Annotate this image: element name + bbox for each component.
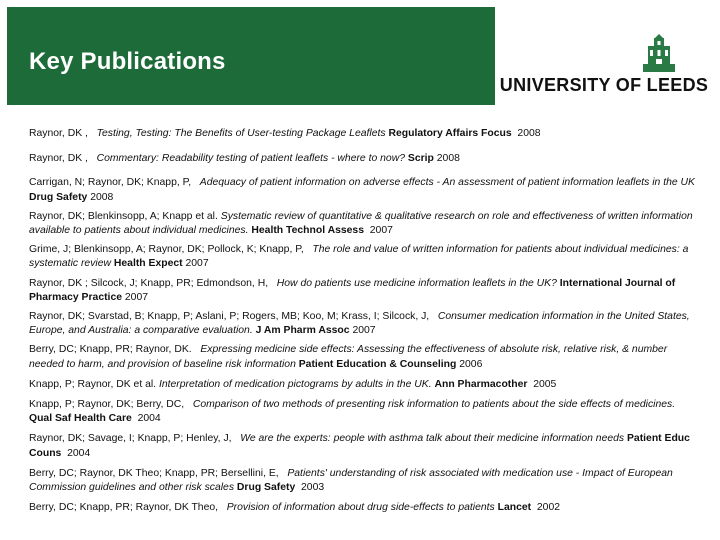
ref-journal: Patient Education & Counseling [298, 358, 457, 370]
university-logo [495, 7, 713, 105]
ref-year: 2002 [536, 502, 561, 514]
ref-title: Patients' understanding of risk associated with medication use - Impact of European Commission guidelines and other risk scales [29, 467, 673, 494]
ref-title: Expressing medicine side effects: Assessing the effectiveness of absolute risk, relative risk, & number needed to harm, and provision of baseline risk information [29, 344, 668, 370]
publication-item [29, 127, 701, 141]
ref-year: 2007 [352, 325, 376, 337]
logo-text: UNIVERSITY OF LEEDS [499, 75, 709, 95]
ref-authors: Berry, DC; Raynor, DK Theo; Knapp, PR; Bersellini, E, [29, 467, 279, 479]
publication-item [29, 176, 701, 204]
ref-journal: Health Technol Assess [251, 225, 364, 237]
ref-year: 2007 [185, 258, 209, 270]
ref-authors: Raynor, DK , [29, 128, 88, 139]
ref-year: 2008 [90, 191, 114, 203]
ref-title: Provision of information about drug side-effects to patients [226, 502, 495, 514]
ref-title: Commentary: Readability testing of patient leaflets - where to now? [96, 153, 405, 165]
publication-list [29, 127, 701, 515]
ref-journal: Health Expect [113, 258, 183, 270]
ref-title: Interpretation of medication pictograms by adults in the UK. [158, 378, 432, 390]
publication-item [29, 310, 701, 338]
ref-authors: Berry, DC; Knapp, PR; Raynor, DK Theo, [29, 502, 219, 514]
ref-title: Comparison of two methods of presenting risk information to patients about the side effects of medicines. [192, 399, 676, 411]
ref-title: We are the experts: people with asthma talk about their medicine information needs [240, 433, 625, 445]
ref-title: How do patients use medicine information leaflets in the UK? [276, 277, 557, 289]
ref-title: The role and value of written information for patients about individual medicines: a systematic review [29, 244, 689, 270]
ref-journal: Drug Safety [236, 482, 296, 494]
ref-year: 2003 [301, 482, 325, 494]
ref-journal: Regulatory Affairs Focus [388, 128, 512, 139]
publication-item [29, 467, 701, 495]
ref-year: 2005 [533, 378, 557, 390]
ref-authors: Knapp, P; Raynor, DK; Berry, DC, [29, 399, 185, 411]
ref-authors: Raynor, DK , [29, 153, 88, 165]
ref-title: Adequacy of patient information on adverse effects - An assessment of patient information leaflets in the UK [199, 177, 695, 189]
header-band [7, 7, 713, 105]
ref-title: Testing, Testing: The Benefits of User-testing Package Leaflets [96, 128, 386, 139]
ref-authors: Raynor, DK; Blenkinsopp, A; Knapp et al. [29, 210, 218, 222]
ref-journal: Qual Saf Health Care [29, 413, 132, 425]
ref-authors: Knapp, P; Raynor, DK et al. [29, 378, 157, 390]
ref-title: Systematic review of quantitative & qualitative research on role and effectiveness of written information available to patients about individual medicines. [29, 210, 693, 237]
ref-journal: Scrip [407, 153, 434, 165]
ref-authors: Raynor, DK ; Silcock, J; Knapp, PR; Edmondson, H, [29, 277, 269, 289]
ref-authors: Berry, DC; Knapp, PR; Raynor, DK. [29, 344, 192, 356]
ref-year: 2004 [137, 413, 161, 425]
ref-journal: Ann Pharmacother [434, 378, 528, 390]
publication-item [29, 277, 701, 305]
ref-journal: Lancet [497, 502, 532, 514]
publication-item [29, 501, 701, 515]
ref-year: 2006 [459, 358, 483, 370]
page-title: Key Publications [29, 48, 226, 75]
ref-year: 2007 [124, 291, 149, 303]
publication-item [29, 378, 701, 392]
publication-item [29, 152, 701, 166]
publication-item [29, 210, 701, 238]
publication-item [29, 398, 701, 426]
ref-journal: J Am Pharm Assoc [255, 325, 350, 337]
ref-authors: Carrigan, N; Raynor, DK; Knapp, P, [29, 177, 192, 189]
publication-item [29, 432, 701, 460]
ref-year: 2004 [67, 447, 91, 459]
ref-authors: Raynor, DK; Svarstad, B; Knapp, P; Aslani, P; Rogers, MB; Koo, M; Krass, I; Silcock, J, [29, 311, 430, 323]
ref-journal: International Journal of Pharmacy Practice [29, 277, 676, 303]
ref-year: 2008 [517, 128, 541, 139]
ref-authors: Grime, J; Blenkinsopp, A; Raynor, DK; Pollock, K; Knapp, P, [29, 244, 304, 256]
ref-authors: Raynor, DK; Savage, I; Knapp, P; Henley, J, [29, 433, 232, 445]
ref-title: Consumer medication information in the United States, Europe, and Australia: a comparative evaluation. [29, 311, 690, 337]
ref-year: 2007 [369, 225, 393, 237]
publication-item [29, 243, 701, 271]
leeds-crest-icon [639, 34, 679, 74]
ref-journal: Drug Safety [29, 191, 88, 203]
ref-year: 2008 [436, 153, 460, 165]
ref-journal: Patient Educ Couns [29, 433, 690, 459]
publication-item [29, 343, 701, 371]
